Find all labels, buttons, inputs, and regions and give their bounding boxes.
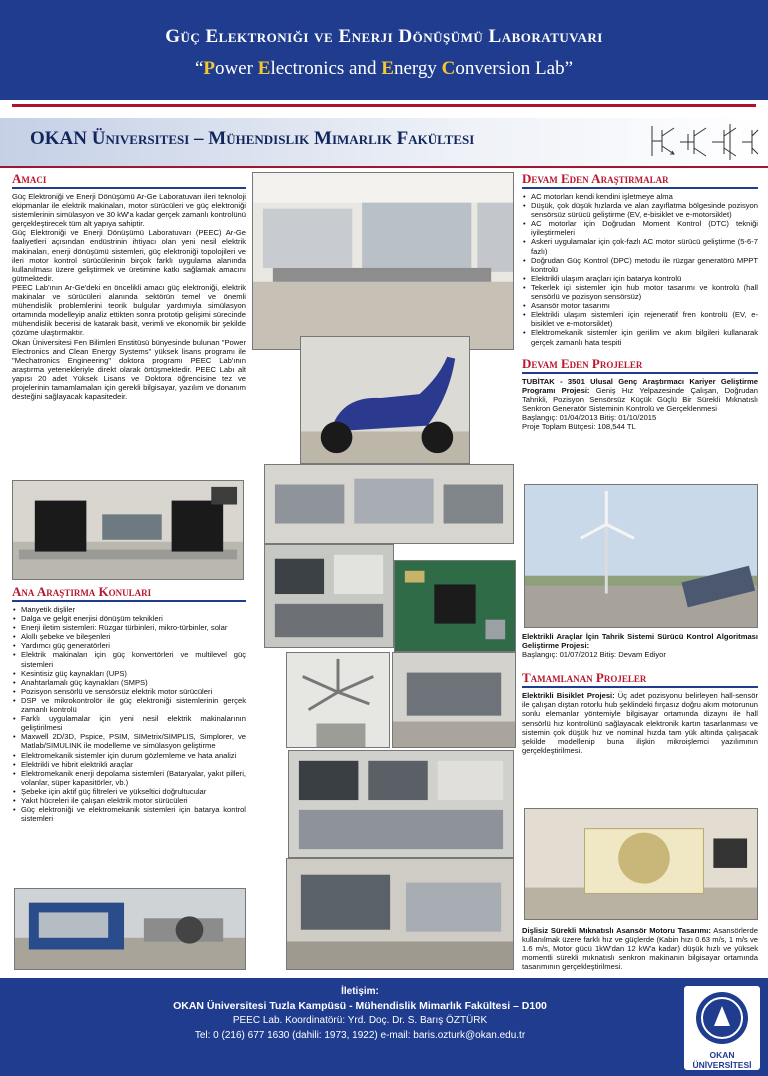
amaci-heading: Amacı (12, 172, 246, 189)
list-item: • Şebeke için aktif güç filtreleri ve yükseltici doğrultucular (12, 787, 246, 796)
contact-address: OKAN Üniversitesi Tuzla Kampüsü - Mühendislik Mimarlık Fakültesi – D100 (173, 1000, 547, 1012)
lab-subtitle (0, 58, 768, 80)
faculty-title: OKAN Üniversitesi – Mühendislik Mimarlık Fakültesi (30, 128, 475, 149)
elevator-project-desc: Asansörlerde kullanılmak üzere farklı hız ve güçlerde (Kabin hızı 0.63 m/s, 1 m/s ve 1.6 m/s, Motor gücü 1kW'dan 12 kW'a kadar) düşük hızlı ve yüksek momentli sürekli mıknatıslı senkron makinanın bilgisayar ortamında tasarımının gerçekleştirilmesi. (522, 926, 759, 972)
amaci-paragraph: Güç Elektroniği ve Enerji Dönüşümü Laboratuvarı (PEEC) Ar-Ge faaliyetleri açısından endüstrinin ihtiyacı olan yeni nesil elektrik makinaları, enerji dönüşümü sistemleri, güç elektroniği topolojileri ve ileri motor kontrol sürücülerinin birçok farklı uygulama alanında kullanılması üzere geliştirmek ve üretimine katkı sağlamak amacını gütmektedir. (12, 228, 246, 283)
list-item: • Askeri uygulamalar için çok-fazlı AC motor sürücü geliştirme (5-6-7 fazlı) (522, 237, 758, 255)
list-item: • Elektrikli ulaşım araçları için batarya kontrolü (522, 274, 758, 283)
tubitak-project (522, 377, 758, 413)
list-item: • Elektrikli ulaşım sistemleri için rejeneratif fren kontrolü (EV, e-bisiklet ve e-motorsiklet) (522, 310, 758, 328)
contact-label: İletişim: (341, 986, 379, 997)
list-item: • Anahtarlamalı güç kaynakları (SMPS) (12, 678, 246, 687)
list-item: • Manyetik dişliler (12, 605, 246, 614)
left-column (12, 172, 246, 401)
list-item: • Yakıt hücreleri ile çalışan elektrik motor sürücüleri (12, 796, 246, 805)
subtitle-initial-e2: E (381, 58, 394, 79)
motor-drive-photo (14, 888, 246, 970)
power-supplies-photo (288, 750, 514, 858)
list-item: • DSP ve mikrokontrolör ile güç elektroniği sistemlerinin gerçek zamanlı kontrolü (12, 696, 246, 714)
list-item: • Asansör motor tasarımı (522, 301, 758, 310)
instruments-photo (264, 544, 394, 648)
okan-university-logo (684, 986, 760, 1070)
electric-scooter-photo (300, 336, 470, 464)
ev-drive-project-title: Elektrikli Araçlar İçin Tahrik Sistemi Sürücü Kontrol Algoritması Geliştirme Projesi: (522, 632, 758, 651)
list-item: • Doğrudan Güç Kontrol (DPC) metodu ile rüzgar generatörü MPPT kontrolü (522, 256, 758, 274)
list-item: • Elektrik makinaları için güç konvertörleri ve multilevel güç sistemleri (12, 650, 246, 668)
tubitak-project-desc: Geniş Hız Yelpazesinde Çalışan, Doğrudan Tahrikli, Pozisyon Sensörsüz Küçük Güçlü Bir Sürekli Mıknatıslı Senkron Generatör Sisteminin Kontrolü ve Gerçeklenmesi (522, 385, 758, 413)
list-item: • Elektromekanik sistemler için durum gözlemleme ve hata analizi (12, 751, 246, 760)
list-item: • Farklı uygulamalar için yeni nesil elektrik makinalarının geliştirilmesi (12, 714, 246, 732)
bike-project-desc: Üç adet pozisyonu belirleyen hall-sensör ile çalışan dıştan rotorlu hub şeklindeki fırçasız doğru akım motorunun sonlu elemanlar yöntemiyle bilgisayar ortamında dizaynı ile hall sensörlü hız kontrolünü sağlayacak elektronik kartın tasarlanması ve sistemin çok düşük hız ve nominal hızda tam yük altında çalışacak şekilde modellenip buna ilişkin mikroişlemci yazılımının gerçekleştirilmesi. (522, 691, 758, 755)
header-divider (12, 104, 756, 107)
subtitle-initial-e: E (257, 58, 271, 79)
contact-phone-email: Tel: 0 (216) 677 1630 (dahili: 1973, 1922) e-mail: baris.ozturk@okan.edu.tr (194, 1030, 526, 1041)
subtitle-part-4: onversion Lab” (455, 58, 573, 79)
amaci-paragraph: Güç Elektroniği ve Enerji Dönüşümü Ar-Ge Laboratuvarı ileri teknoloji ekipmanlar ile elektrik makinaları, motor sürücüleri ve güç elektroniği sistemlerinin simülasyon ve 30 kW'a kadar gerçek zamanlı kontrolünü gerçekleştirecek tüm alt yapıya sahiptir. (12, 192, 247, 229)
subtitle-initial-c: C (441, 58, 456, 79)
bike-project (522, 691, 758, 755)
list-item: • AC motorlar için Doğrudan Moment Kontrol (DTC) tekniği iyileştirmeleri (522, 219, 758, 237)
subtitle-part-2: lectronics and (270, 58, 382, 79)
university-seal-icon (684, 986, 760, 1050)
list-item: • Elektrikli ve hibrit elektrikli araçlar (12, 760, 246, 769)
amaci-paragraph: PEEC Lab'ının Ar-Ge'deki en öncelikli amacı güç elektroniği, elektrik makinalar ve sürücüleri alanında sektörün temel ve önemli mühendislik problemlerini teorik bulgular yardımıyla simülasyon ortamında modelleyip analiz ettikten sonra prototip gelişimi sürecinde mühendislik becerisi de katarak basit, verimli ve ekonomik bir şekilde çözüme ulaştırmaktır. (12, 282, 246, 338)
list-item: • Elektromekanik enerji depolama sistemleri (Bataryalar, yakıt pilleri, volanlar, süper kapasitörler, vb.) (12, 769, 246, 787)
elevator-motor-photo (524, 808, 758, 920)
devam-arastirma-heading: Devam Eden Araştırmalar (522, 172, 758, 189)
ev-drive-project-dates: Başlangıç: 01/07/2012 Bitiş: Devam Ediyor (522, 650, 666, 660)
list-item: • Tekerlek içi sistemler için hub motor tasarımı ve kontrolü (hall sensörlü ve pozisyon sensörsüz) (522, 283, 758, 301)
lab-station-photo (392, 652, 516, 748)
lab-benches-photo (264, 464, 514, 544)
wind-turbine-model-photo (286, 652, 390, 748)
rooftop-wind-turbine-photo (524, 484, 758, 628)
list-item: • AC motorları kendi kendini işletmeye alma (522, 192, 758, 201)
tubitak-project-dates: Başlangıç: 01/04/2013 Bitiş: 01/10/2015 (522, 412, 657, 422)
subtitle-part-1: ower (215, 58, 258, 79)
contact-coordinator: PEEC Lab. Koordinatörü: Yrd. Doç. Dr. S. Barış ÖZTÜRK (232, 1015, 488, 1026)
lab-overview-photo (252, 172, 514, 350)
list-item: • Elektromekanik sistemler için gerilim ve akım bilgileri kullanarak gerçek zamanlı hata tespiti (522, 328, 758, 346)
frame-divider (0, 166, 768, 168)
devam-projeler-second (522, 632, 758, 755)
list-item: • Yardımcı güç generatörleri (12, 641, 246, 650)
motor-test-bench-photo (12, 480, 244, 580)
tubitak-project-budget: Proje Toplam Bütçesi: 108,544 TL (522, 422, 636, 432)
elevator-project-title: Dişlisiz Sürekli Mıknatıslı Asansör Motoru Tasarımı: (522, 926, 711, 935)
list-item: • Maxwell 2D/3D, Pspice, PSIM, SIMetrix/SIMPLIS, Simplorer, ve Matlab/SIMULINK ile modelleme ve simülasyon geliştirme (12, 732, 246, 750)
list-item: • Güç elektroniği ve elektromekanik sistemleri için batarya kontrol sistemleri (12, 805, 246, 823)
test-setup-photo (286, 858, 514, 970)
circuit-board-photo (394, 560, 516, 652)
header-band (0, 0, 768, 100)
list-item: • Enerji iletim sistemleri: Rüzgar türbinleri, mikro-türbinler, solar (12, 623, 246, 632)
devam-projeler-heading: Devam Eden Projeler (522, 357, 758, 374)
list-item: • Pozisyon sensörlü ve sensörsüz elektrik motor sürücüleri (12, 687, 246, 696)
lab-title: Güç Elektroniği ve Enerji Dönüşümü Laboratuvarı (165, 26, 603, 47)
ana-arastirma-list (12, 605, 246, 823)
list-item: • Dalga ve gelgit enerjisi dönüşüm teknikleri (12, 614, 246, 623)
devam-arastirma-list (522, 192, 758, 347)
right-column (522, 172, 758, 431)
list-item: • Akıllı şebeke ve bileşenleri (12, 632, 246, 641)
subtitle-open-quote: “ (194, 58, 204, 79)
logo-text: OKAN ÜNİVERSİTESİ (692, 1050, 752, 1070)
subtitle-initial-p: P (203, 58, 216, 79)
tubitak-project-title: TUBİTAK - 3501 Ulusal Genç Araştırmacı Kariyer Geliştirme Programı Projesi: (522, 376, 758, 395)
asansor-project (522, 926, 758, 971)
ana-arastirma-section (12, 585, 246, 823)
list-item: • Kesintisiz güç kaynakları (UPS) (12, 669, 246, 678)
elevator-project (522, 926, 758, 971)
subtitle-part-3: nergy (393, 58, 442, 79)
ana-arastirma-heading: Ana Araştırma Konuları (12, 585, 246, 602)
list-item: • Düşük, çok düşük hızlarda ve alan zayıflatma bölgesinde pozisyon sensörsüz sürücü geliştirme (EV, e-bisiklet ve e-motorsiklet) (522, 201, 758, 219)
tamamlanan-heading: Tamamlanan Projeler (522, 671, 758, 688)
bike-project-title: Elektrikli Bisiklet Projesi: (522, 691, 615, 701)
amaci-paragraph: Okan Üniversitesi Fen Bilimleri Enstitüsü bünyesinde bulunan "Power Electronics and Clean Energy Systems" yüksek lisans programı ile "Mechatronics Engineering" doktora programı PEEC Lab'ının araştırma yetenekleriyle direkt olarak örtüşmektedir. PEEC Labı alt yapısı 20 adet Yüksek Lisans ve Doktora öğrencisine tez ve projelerinin tamamlamaları için gerekli bilgisayar, yazılım ve donanım desteğini sağlayacak kapasitedeir. (12, 337, 246, 402)
transistor-symbols-icon (648, 120, 760, 164)
